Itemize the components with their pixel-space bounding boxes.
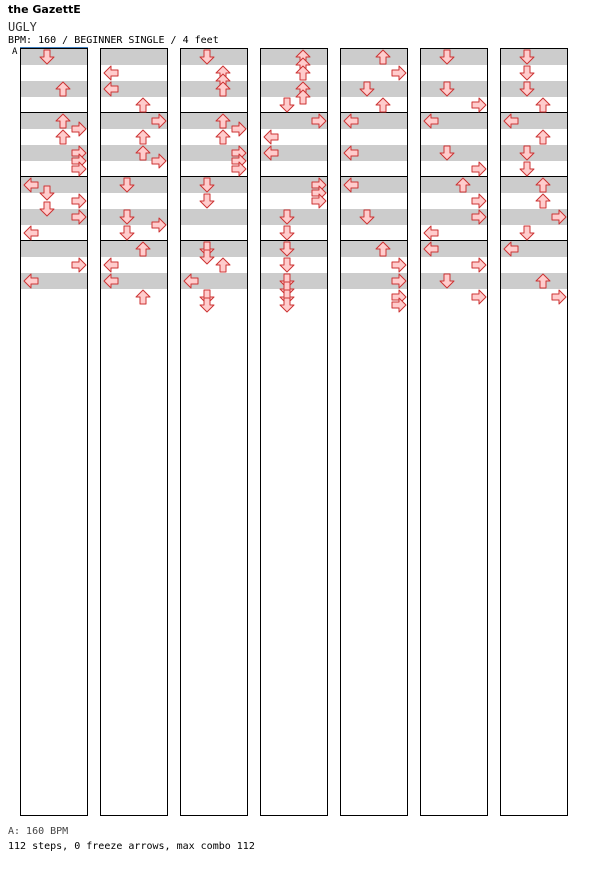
left-arrow-icon bbox=[263, 129, 279, 145]
left-arrow-icon bbox=[343, 177, 359, 193]
down-arrow-icon bbox=[199, 193, 215, 209]
down-arrow-icon bbox=[119, 225, 135, 241]
up-arrow-icon bbox=[375, 49, 391, 65]
chart-column bbox=[20, 48, 88, 816]
beat-stripe bbox=[101, 49, 167, 65]
down-arrow-icon bbox=[199, 177, 215, 193]
up-arrow-icon bbox=[375, 241, 391, 257]
right-arrow-icon bbox=[71, 209, 87, 225]
measure-line bbox=[21, 112, 87, 113]
right-arrow-icon bbox=[71, 161, 87, 177]
up-arrow-icon bbox=[295, 89, 311, 105]
down-arrow-icon bbox=[39, 201, 55, 217]
down-arrow-icon bbox=[279, 97, 295, 113]
left-arrow-icon bbox=[343, 145, 359, 161]
up-arrow-icon bbox=[535, 177, 551, 193]
right-arrow-icon bbox=[391, 297, 407, 313]
right-arrow-icon bbox=[471, 161, 487, 177]
beat-stripe bbox=[101, 241, 167, 257]
footer-bpm: A: 160 BPM bbox=[8, 826, 69, 837]
chart-column bbox=[260, 48, 328, 816]
right-arrow-icon bbox=[231, 161, 247, 177]
right-arrow-icon bbox=[471, 193, 487, 209]
right-arrow-icon bbox=[551, 289, 567, 305]
up-arrow-icon bbox=[375, 97, 391, 113]
left-arrow-icon bbox=[503, 241, 519, 257]
beat-stripe bbox=[501, 177, 567, 193]
beat-stripe bbox=[501, 273, 567, 289]
right-arrow-icon bbox=[231, 121, 247, 137]
up-arrow-icon bbox=[535, 97, 551, 113]
measure-line bbox=[181, 112, 247, 113]
down-arrow-icon bbox=[199, 297, 215, 313]
down-arrow-icon bbox=[39, 49, 55, 65]
down-arrow-icon bbox=[279, 297, 295, 313]
chart-column bbox=[100, 48, 168, 816]
down-arrow-icon bbox=[519, 161, 535, 177]
up-arrow-icon bbox=[535, 193, 551, 209]
up-arrow-icon bbox=[135, 241, 151, 257]
up-arrow-icon bbox=[215, 113, 231, 129]
right-arrow-icon bbox=[471, 289, 487, 305]
down-arrow-icon bbox=[439, 273, 455, 289]
up-arrow-icon bbox=[135, 145, 151, 161]
beat-stripe bbox=[21, 241, 87, 257]
up-arrow-icon bbox=[55, 81, 71, 97]
chart-info: BPM: 160 / BEGINNER SINGLE / 4 feet bbox=[8, 35, 219, 46]
up-arrow-icon bbox=[295, 65, 311, 81]
up-arrow-icon bbox=[55, 129, 71, 145]
right-arrow-icon bbox=[471, 97, 487, 113]
beat-stripe bbox=[341, 241, 407, 257]
right-arrow-icon bbox=[71, 121, 87, 137]
left-arrow-icon bbox=[423, 225, 439, 241]
down-arrow-icon bbox=[279, 225, 295, 241]
right-arrow-icon bbox=[551, 209, 567, 225]
up-arrow-icon bbox=[135, 129, 151, 145]
beat-stripe bbox=[181, 81, 247, 97]
beat-stripe bbox=[261, 49, 327, 65]
up-arrow-icon bbox=[55, 113, 71, 129]
down-arrow-icon bbox=[359, 81, 375, 97]
right-arrow-icon bbox=[471, 209, 487, 225]
right-arrow-icon bbox=[151, 217, 167, 233]
left-arrow-icon bbox=[23, 273, 39, 289]
chart-column bbox=[340, 48, 408, 816]
right-arrow-icon bbox=[311, 113, 327, 129]
right-arrow-icon bbox=[471, 257, 487, 273]
down-arrow-icon bbox=[279, 257, 295, 273]
right-arrow-icon bbox=[391, 65, 407, 81]
left-arrow-icon bbox=[23, 177, 39, 193]
bpm-marker-label: A bbox=[12, 47, 18, 57]
up-arrow-icon bbox=[535, 129, 551, 145]
up-arrow-icon bbox=[215, 257, 231, 273]
left-arrow-icon bbox=[263, 145, 279, 161]
down-arrow-icon bbox=[199, 49, 215, 65]
beat-stripe bbox=[181, 209, 247, 225]
down-arrow-icon bbox=[439, 81, 455, 97]
beat-stripe bbox=[261, 81, 327, 97]
chart-column bbox=[420, 48, 488, 816]
down-arrow-icon bbox=[439, 49, 455, 65]
up-arrow-icon bbox=[215, 81, 231, 97]
chart-name: UGLY bbox=[8, 20, 37, 34]
measure-line bbox=[341, 240, 407, 241]
left-arrow-icon bbox=[103, 65, 119, 81]
down-arrow-icon bbox=[199, 249, 215, 265]
down-arrow-icon bbox=[519, 225, 535, 241]
left-arrow-icon bbox=[23, 225, 39, 241]
right-arrow-icon bbox=[391, 257, 407, 273]
down-arrow-icon bbox=[359, 209, 375, 225]
footer-stats: 112 steps, 0 freeze arrows, max combo 112 bbox=[8, 841, 255, 852]
right-arrow-icon bbox=[151, 153, 167, 169]
down-arrow-icon bbox=[279, 209, 295, 225]
up-arrow-icon bbox=[135, 289, 151, 305]
down-arrow-icon bbox=[519, 65, 535, 81]
left-arrow-icon bbox=[343, 113, 359, 129]
down-arrow-icon bbox=[119, 209, 135, 225]
right-arrow-icon bbox=[151, 113, 167, 129]
up-arrow-icon bbox=[215, 129, 231, 145]
left-arrow-icon bbox=[183, 273, 199, 289]
left-arrow-icon bbox=[103, 257, 119, 273]
down-arrow-icon bbox=[39, 185, 55, 201]
left-arrow-icon bbox=[103, 273, 119, 289]
left-arrow-icon bbox=[103, 81, 119, 97]
up-arrow-icon bbox=[535, 273, 551, 289]
chart-column bbox=[500, 48, 568, 816]
chart-column bbox=[180, 48, 248, 816]
right-arrow-icon bbox=[311, 193, 327, 209]
up-arrow-icon bbox=[455, 177, 471, 193]
right-arrow-icon bbox=[391, 273, 407, 289]
down-arrow-icon bbox=[119, 177, 135, 193]
down-arrow-icon bbox=[519, 145, 535, 161]
left-arrow-icon bbox=[423, 113, 439, 129]
beat-stripe bbox=[341, 49, 407, 65]
down-arrow-icon bbox=[519, 81, 535, 97]
song-title: the GazettE bbox=[8, 3, 81, 16]
down-arrow-icon bbox=[519, 49, 535, 65]
down-arrow-icon bbox=[439, 145, 455, 161]
down-arrow-icon bbox=[279, 241, 295, 257]
beat-stripe bbox=[21, 81, 87, 97]
beat-stripe bbox=[421, 177, 487, 193]
left-arrow-icon bbox=[503, 113, 519, 129]
right-arrow-icon bbox=[71, 257, 87, 273]
left-arrow-icon bbox=[423, 241, 439, 257]
right-arrow-icon bbox=[71, 193, 87, 209]
up-arrow-icon bbox=[135, 97, 151, 113]
